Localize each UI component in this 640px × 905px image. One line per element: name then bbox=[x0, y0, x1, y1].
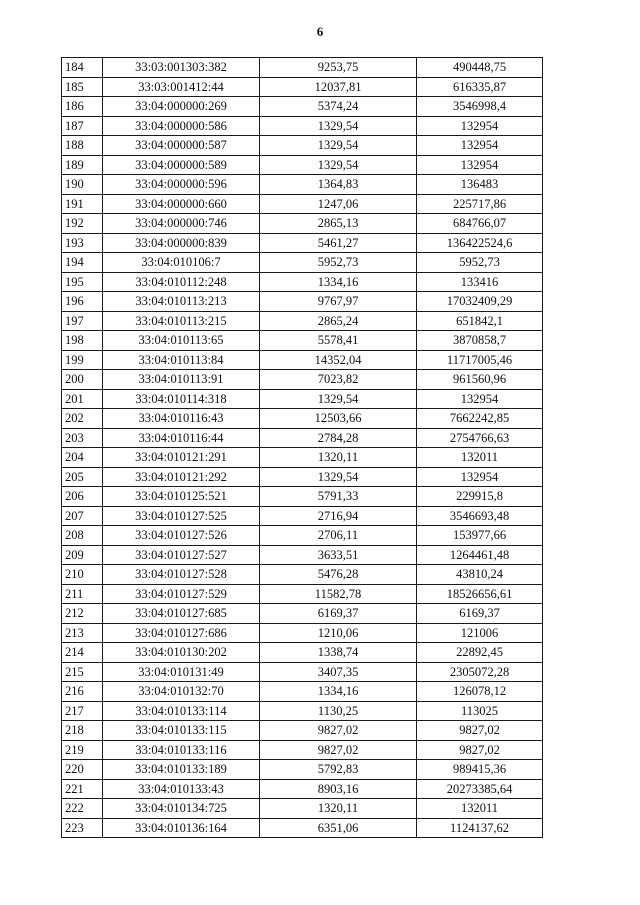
cadastral-number-cell: 33:04:010133:43 bbox=[103, 779, 260, 799]
value-cell: 20273385,64 bbox=[417, 779, 543, 799]
registry-table bbox=[61, 57, 543, 838]
row-number-cell: 198 bbox=[62, 331, 103, 351]
value-cell: 22892,45 bbox=[417, 643, 543, 663]
table-row bbox=[62, 233, 543, 253]
value-cell: 132954 bbox=[417, 136, 543, 156]
cadastral-number-cell: 33:04:010125:521 bbox=[103, 487, 260, 507]
table-row bbox=[62, 721, 543, 741]
area-cell: 6351,06 bbox=[260, 818, 417, 838]
row-number-cell: 201 bbox=[62, 389, 103, 409]
cadastral-number-cell: 33:04:010136:164 bbox=[103, 818, 260, 838]
area-cell: 11582,78 bbox=[260, 584, 417, 604]
cadastral-number-cell: 33:04:010133:189 bbox=[103, 760, 260, 780]
cadastral-number-cell: 33:04:010113:213 bbox=[103, 292, 260, 312]
table-row bbox=[62, 799, 543, 819]
row-number-cell: 206 bbox=[62, 487, 103, 507]
table-row bbox=[62, 487, 543, 507]
area-cell: 5461,27 bbox=[260, 233, 417, 253]
value-cell: 5952,73 bbox=[417, 253, 543, 273]
row-number-cell: 190 bbox=[62, 175, 103, 195]
row-number-cell: 207 bbox=[62, 506, 103, 526]
table-row bbox=[62, 604, 543, 624]
cadastral-number-cell: 33:04:010130:202 bbox=[103, 643, 260, 663]
area-cell: 1334,16 bbox=[260, 272, 417, 292]
area-cell: 12503,66 bbox=[260, 409, 417, 429]
registry-table-body bbox=[62, 58, 543, 838]
value-cell: 1124137,62 bbox=[417, 818, 543, 838]
cadastral-number-cell: 33:04:010127:527 bbox=[103, 545, 260, 565]
value-cell: 121006 bbox=[417, 623, 543, 643]
table-row bbox=[62, 311, 543, 331]
row-number-cell: 208 bbox=[62, 526, 103, 546]
value-cell: 2754766,63 bbox=[417, 428, 543, 448]
table-row bbox=[62, 214, 543, 234]
value-cell: 132954 bbox=[417, 389, 543, 409]
row-number-cell: 188 bbox=[62, 136, 103, 156]
table-row bbox=[62, 448, 543, 468]
table-row bbox=[62, 175, 543, 195]
row-number-cell: 204 bbox=[62, 448, 103, 468]
value-cell: 132954 bbox=[417, 116, 543, 136]
area-cell: 1329,54 bbox=[260, 467, 417, 487]
area-cell: 2865,24 bbox=[260, 311, 417, 331]
value-cell: 18526656,61 bbox=[417, 584, 543, 604]
table-row bbox=[62, 467, 543, 487]
row-number-cell: 199 bbox=[62, 350, 103, 370]
table-row bbox=[62, 818, 543, 838]
cadastral-number-cell: 33:04:010113:91 bbox=[103, 370, 260, 390]
cadastral-number-cell: 33:04:010133:114 bbox=[103, 701, 260, 721]
value-cell: 17032409,29 bbox=[417, 292, 543, 312]
area-cell: 14352,04 bbox=[260, 350, 417, 370]
cadastral-number-cell: 33:04:010127:528 bbox=[103, 565, 260, 585]
cadastral-number-cell: 33:03:001412:44 bbox=[103, 77, 260, 97]
area-cell: 9253,75 bbox=[260, 58, 417, 78]
value-cell: 9827,02 bbox=[417, 721, 543, 741]
cadastral-number-cell: 33:04:010127:526 bbox=[103, 526, 260, 546]
cadastral-number-cell: 33:04:010127:685 bbox=[103, 604, 260, 624]
row-number-cell: 191 bbox=[62, 194, 103, 214]
value-cell: 225717,86 bbox=[417, 194, 543, 214]
row-number-cell: 213 bbox=[62, 623, 103, 643]
value-cell: 490448,75 bbox=[417, 58, 543, 78]
area-cell: 1329,54 bbox=[260, 155, 417, 175]
value-cell: 3870858,7 bbox=[417, 331, 543, 351]
value-cell: 229915,8 bbox=[417, 487, 543, 507]
table-row bbox=[62, 760, 543, 780]
row-number-cell: 223 bbox=[62, 818, 103, 838]
table-row bbox=[62, 155, 543, 175]
area-cell: 1364,83 bbox=[260, 175, 417, 195]
row-number-cell: 221 bbox=[62, 779, 103, 799]
area-cell: 5792,83 bbox=[260, 760, 417, 780]
table-row bbox=[62, 58, 543, 78]
area-cell: 1130,25 bbox=[260, 701, 417, 721]
area-cell: 5374,24 bbox=[260, 97, 417, 117]
row-number-cell: 214 bbox=[62, 643, 103, 663]
area-cell: 2706,11 bbox=[260, 526, 417, 546]
cadastral-number-cell: 33:04:010127:686 bbox=[103, 623, 260, 643]
cadastral-number-cell: 33:04:010127:529 bbox=[103, 584, 260, 604]
value-cell: 2305072,28 bbox=[417, 662, 543, 682]
area-cell: 1247,06 bbox=[260, 194, 417, 214]
value-cell: 3546693,48 bbox=[417, 506, 543, 526]
area-cell: 1329,54 bbox=[260, 136, 417, 156]
row-number-cell: 216 bbox=[62, 682, 103, 702]
page-number: 6 bbox=[316, 24, 324, 39]
table-row bbox=[62, 428, 543, 448]
value-cell: 11717005,46 bbox=[417, 350, 543, 370]
area-cell: 1329,54 bbox=[260, 389, 417, 409]
row-number-cell: 211 bbox=[62, 584, 103, 604]
cadastral-number-cell: 33:04:010113:65 bbox=[103, 331, 260, 351]
table-row bbox=[62, 662, 543, 682]
row-number-cell: 187 bbox=[62, 116, 103, 136]
row-number-cell: 209 bbox=[62, 545, 103, 565]
cadastral-number-cell: 33:04:010116:43 bbox=[103, 409, 260, 429]
table-row bbox=[62, 701, 543, 721]
value-cell: 132011 bbox=[417, 799, 543, 819]
cadastral-number-cell: 33:04:010116:44 bbox=[103, 428, 260, 448]
table-row bbox=[62, 682, 543, 702]
table-row bbox=[62, 292, 543, 312]
cadastral-number-cell: 33:04:010121:291 bbox=[103, 448, 260, 468]
table-row bbox=[62, 506, 543, 526]
area-cell: 5791,33 bbox=[260, 487, 417, 507]
row-number-cell: 219 bbox=[62, 740, 103, 760]
area-cell: 5952,73 bbox=[260, 253, 417, 273]
cadastral-number-cell: 33:04:010113:215 bbox=[103, 311, 260, 331]
table-row bbox=[62, 389, 543, 409]
value-cell: 961560,96 bbox=[417, 370, 543, 390]
value-cell: 136422524,6 bbox=[417, 233, 543, 253]
area-cell: 9767,97 bbox=[260, 292, 417, 312]
table-row bbox=[62, 272, 543, 292]
value-cell: 136483 bbox=[417, 175, 543, 195]
table-row bbox=[62, 136, 543, 156]
table-row bbox=[62, 779, 543, 799]
table-row bbox=[62, 350, 543, 370]
table-row bbox=[62, 77, 543, 97]
row-number-cell: 193 bbox=[62, 233, 103, 253]
cadastral-number-cell: 33:04:010134:725 bbox=[103, 799, 260, 819]
area-cell: 1320,11 bbox=[260, 448, 417, 468]
table-row bbox=[62, 370, 543, 390]
area-cell: 3633,51 bbox=[260, 545, 417, 565]
area-cell: 6169,37 bbox=[260, 604, 417, 624]
row-number-cell: 185 bbox=[62, 77, 103, 97]
value-cell: 9827,02 bbox=[417, 740, 543, 760]
value-cell: 133416 bbox=[417, 272, 543, 292]
value-cell: 132011 bbox=[417, 448, 543, 468]
area-cell: 3407,35 bbox=[260, 662, 417, 682]
row-number-cell: 205 bbox=[62, 467, 103, 487]
row-number-cell: 184 bbox=[62, 58, 103, 78]
table-row bbox=[62, 545, 543, 565]
area-cell: 9827,02 bbox=[260, 740, 417, 760]
cadastral-number-cell: 33:04:010131:49 bbox=[103, 662, 260, 682]
area-cell: 1334,16 bbox=[260, 682, 417, 702]
row-number-cell: 212 bbox=[62, 604, 103, 624]
cadastral-number-cell: 33:04:010132:70 bbox=[103, 682, 260, 702]
cadastral-number-cell: 33:04:000000:596 bbox=[103, 175, 260, 195]
value-cell: 6169,37 bbox=[417, 604, 543, 624]
table-row bbox=[62, 740, 543, 760]
table-row bbox=[62, 623, 543, 643]
table-row bbox=[62, 526, 543, 546]
table-row bbox=[62, 194, 543, 214]
cadastral-number-cell: 33:04:010114:318 bbox=[103, 389, 260, 409]
value-cell: 3546998,4 bbox=[417, 97, 543, 117]
value-cell: 989415,36 bbox=[417, 760, 543, 780]
cadastral-number-cell: 33:04:010112:248 bbox=[103, 272, 260, 292]
table-row bbox=[62, 331, 543, 351]
cadastral-number-cell: 33:04:000000:839 bbox=[103, 233, 260, 253]
row-number-cell: 200 bbox=[62, 370, 103, 390]
value-cell: 616335,87 bbox=[417, 77, 543, 97]
table-row bbox=[62, 584, 543, 604]
value-cell: 126078,12 bbox=[417, 682, 543, 702]
row-number-cell: 222 bbox=[62, 799, 103, 819]
row-number-cell: 196 bbox=[62, 292, 103, 312]
area-cell: 12037,81 bbox=[260, 77, 417, 97]
table-row bbox=[62, 97, 543, 117]
area-cell: 2716,94 bbox=[260, 506, 417, 526]
value-cell: 651842,1 bbox=[417, 311, 543, 331]
cadastral-number-cell: 33:04:010106:7 bbox=[103, 253, 260, 273]
cadastral-number-cell: 33:03:001303:382 bbox=[103, 58, 260, 78]
row-number-cell: 197 bbox=[62, 311, 103, 331]
row-number-cell: 215 bbox=[62, 662, 103, 682]
area-cell: 7023,82 bbox=[260, 370, 417, 390]
table-row bbox=[62, 409, 543, 429]
table-row bbox=[62, 253, 543, 273]
row-number-cell: 194 bbox=[62, 253, 103, 273]
area-cell: 8903,16 bbox=[260, 779, 417, 799]
cadastral-number-cell: 33:04:000000:589 bbox=[103, 155, 260, 175]
cadastral-number-cell: 33:04:010113:84 bbox=[103, 350, 260, 370]
cadastral-number-cell: 33:04:000000:269 bbox=[103, 97, 260, 117]
value-cell: 1264461,48 bbox=[417, 545, 543, 565]
area-cell: 9827,02 bbox=[260, 721, 417, 741]
cadastral-number-cell: 33:04:000000:587 bbox=[103, 136, 260, 156]
row-number-cell: 186 bbox=[62, 97, 103, 117]
row-number-cell: 210 bbox=[62, 565, 103, 585]
row-number-cell: 203 bbox=[62, 428, 103, 448]
area-cell: 2784,28 bbox=[260, 428, 417, 448]
area-cell: 1329,54 bbox=[260, 116, 417, 136]
value-cell: 7662242,85 bbox=[417, 409, 543, 429]
cadastral-number-cell: 33:04:000000:660 bbox=[103, 194, 260, 214]
value-cell: 132954 bbox=[417, 467, 543, 487]
row-number-cell: 189 bbox=[62, 155, 103, 175]
area-cell: 1338,74 bbox=[260, 643, 417, 663]
area-cell: 5578,41 bbox=[260, 331, 417, 351]
row-number-cell: 218 bbox=[62, 721, 103, 741]
area-cell: 2865,13 bbox=[260, 214, 417, 234]
area-cell: 1210,06 bbox=[260, 623, 417, 643]
area-cell: 5476,28 bbox=[260, 565, 417, 585]
cadastral-number-cell: 33:04:000000:746 bbox=[103, 214, 260, 234]
row-number-cell: 195 bbox=[62, 272, 103, 292]
area-cell: 1320,11 bbox=[260, 799, 417, 819]
value-cell: 43810,24 bbox=[417, 565, 543, 585]
table-row bbox=[62, 643, 543, 663]
cadastral-number-cell: 33:04:010121:292 bbox=[103, 467, 260, 487]
cadastral-number-cell: 33:04:010133:116 bbox=[103, 740, 260, 760]
cadastral-number-cell: 33:04:010133:115 bbox=[103, 721, 260, 741]
row-number-cell: 192 bbox=[62, 214, 103, 234]
cadastral-number-cell: 33:04:000000:586 bbox=[103, 116, 260, 136]
table-row bbox=[62, 565, 543, 585]
row-number-cell: 217 bbox=[62, 701, 103, 721]
value-cell: 132954 bbox=[417, 155, 543, 175]
cadastral-number-cell: 33:04:010127:525 bbox=[103, 506, 260, 526]
value-cell: 684766,07 bbox=[417, 214, 543, 234]
value-cell: 153977,66 bbox=[417, 526, 543, 546]
row-number-cell: 220 bbox=[62, 760, 103, 780]
row-number-cell: 202 bbox=[62, 409, 103, 429]
table-row bbox=[62, 116, 543, 136]
value-cell: 113025 bbox=[417, 701, 543, 721]
